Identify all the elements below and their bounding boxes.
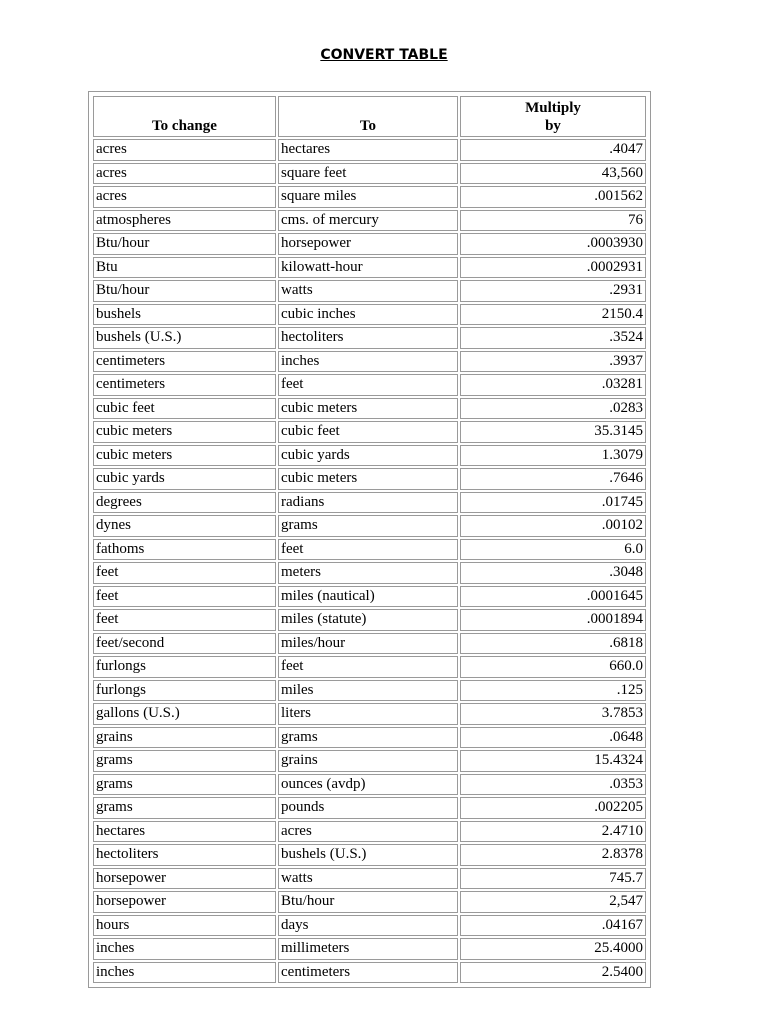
cell-to-change: acres: [93, 139, 276, 161]
cell-multiply-by: .7646: [460, 468, 646, 490]
cell-to: days: [278, 915, 458, 937]
cell-multiply-by: .0001894: [460, 609, 646, 631]
cell-to: cubic yards: [278, 445, 458, 467]
cell-multiply-by: .3937: [460, 351, 646, 373]
table-body: [93, 139, 646, 983]
cell-to-change: centimeters: [93, 351, 276, 373]
table-row: [93, 586, 646, 608]
cell-to: inches: [278, 351, 458, 373]
cell-to: cms. of mercury: [278, 210, 458, 232]
cell-to: grains: [278, 750, 458, 772]
table-row: [93, 609, 646, 631]
cell-to: watts: [278, 868, 458, 890]
table-row: [93, 680, 646, 702]
cell-multiply-by: 15.4324: [460, 750, 646, 772]
cell-to: horsepower: [278, 233, 458, 255]
cell-to-change: furlongs: [93, 656, 276, 678]
table-row: [93, 562, 646, 584]
cell-multiply-by: 2.5400: [460, 962, 646, 984]
cell-to-change: hectoliters: [93, 844, 276, 866]
convert-table-frame: [88, 91, 651, 988]
cell-to: liters: [278, 703, 458, 725]
cell-multiply-by: 2150.4: [460, 304, 646, 326]
column-header-multiply-line1: Multiply: [525, 100, 581, 116]
table-row: [93, 633, 646, 655]
cell-multiply-by: .3048: [460, 562, 646, 584]
table-row: [93, 703, 646, 725]
cell-multiply-by: .2931: [460, 280, 646, 302]
cell-to-change: hours: [93, 915, 276, 937]
table-row: [93, 468, 646, 490]
table-row: [93, 750, 646, 772]
cell-multiply-by: .0648: [460, 727, 646, 749]
table-row: [93, 398, 646, 420]
cell-to-change: degrees: [93, 492, 276, 514]
cell-to-change: feet: [93, 562, 276, 584]
cell-to-change: dynes: [93, 515, 276, 537]
cell-to: bushels (U.S.): [278, 844, 458, 866]
cell-to-change: grains: [93, 727, 276, 749]
column-header-to: To: [278, 96, 458, 137]
cell-to: acres: [278, 821, 458, 843]
cell-to: ounces (avdp): [278, 774, 458, 796]
cell-to: feet: [278, 539, 458, 561]
table-row: [93, 539, 646, 561]
cell-to-change: gallons (U.S.): [93, 703, 276, 725]
cell-multiply-by: 6.0: [460, 539, 646, 561]
cell-multiply-by: 25.4000: [460, 938, 646, 960]
cell-to-change: inches: [93, 938, 276, 960]
cell-multiply-by: .3524: [460, 327, 646, 349]
table-row: [93, 421, 646, 443]
table-row: [93, 962, 646, 984]
cell-multiply-by: 35.3145: [460, 421, 646, 443]
cell-to-change: atmospheres: [93, 210, 276, 232]
table-row: [93, 186, 646, 208]
cell-to-change: hectares: [93, 821, 276, 843]
cell-to: feet: [278, 656, 458, 678]
cell-to-change: cubic meters: [93, 421, 276, 443]
cell-to: meters: [278, 562, 458, 584]
cell-to: miles/hour: [278, 633, 458, 655]
cell-multiply-by: .0353: [460, 774, 646, 796]
cell-multiply-by: 2.4710: [460, 821, 646, 843]
cell-to-change: grams: [93, 774, 276, 796]
cell-to-change: centimeters: [93, 374, 276, 396]
cell-to-change: cubic feet: [93, 398, 276, 420]
cell-multiply-by: 745.7: [460, 868, 646, 890]
cell-to-change: grams: [93, 750, 276, 772]
cell-multiply-by: .04167: [460, 915, 646, 937]
cell-multiply-by: 43,560: [460, 163, 646, 185]
cell-multiply-by: .00102: [460, 515, 646, 537]
cell-to-change: horsepower: [93, 868, 276, 890]
table-row: [93, 891, 646, 913]
table-row: [93, 374, 646, 396]
cell-multiply-by: .125: [460, 680, 646, 702]
cell-to: kilowatt-hour: [278, 257, 458, 279]
table-row: [93, 727, 646, 749]
cell-multiply-by: 2.8378: [460, 844, 646, 866]
table-row: [93, 257, 646, 279]
table-row: [93, 915, 646, 937]
cell-to: grams: [278, 515, 458, 537]
cell-to-change: feet: [93, 609, 276, 631]
cell-to-change: cubic meters: [93, 445, 276, 467]
table-row: [93, 351, 646, 373]
cell-multiply-by: .0002931: [460, 257, 646, 279]
table-row: [93, 163, 646, 185]
convert-table: [91, 94, 648, 985]
cell-to: millimeters: [278, 938, 458, 960]
cell-to-change: Btu/hour: [93, 233, 276, 255]
cell-multiply-by: .0283: [460, 398, 646, 420]
cell-to: grams: [278, 727, 458, 749]
cell-to: miles (nautical): [278, 586, 458, 608]
cell-to: cubic feet: [278, 421, 458, 443]
cell-multiply-by: .0003930: [460, 233, 646, 255]
cell-to: Btu/hour: [278, 891, 458, 913]
table-row: [93, 210, 646, 232]
table-row: [93, 139, 646, 161]
table-row: [93, 821, 646, 843]
cell-to-change: furlongs: [93, 680, 276, 702]
cell-to-change: inches: [93, 962, 276, 984]
table-row: [93, 797, 646, 819]
cell-multiply-by: 3.7853: [460, 703, 646, 725]
cell-to-change: acres: [93, 186, 276, 208]
cell-to-change: Btu/hour: [93, 280, 276, 302]
table-row: [93, 774, 646, 796]
cell-to: hectoliters: [278, 327, 458, 349]
cell-to-change: acres: [93, 163, 276, 185]
cell-to: watts: [278, 280, 458, 302]
cell-to: hectares: [278, 139, 458, 161]
table-row: [93, 492, 646, 514]
table-header-row: [93, 96, 646, 137]
cell-to: cubic meters: [278, 468, 458, 490]
table-row: [93, 280, 646, 302]
column-header-multiply-by: [460, 96, 646, 137]
cell-to-change: cubic yards: [93, 468, 276, 490]
table-row: [93, 515, 646, 537]
cell-multiply-by: .002205: [460, 797, 646, 819]
column-header-to-change: To change: [93, 96, 276, 137]
table-row: [93, 844, 646, 866]
cell-to-change: bushels (U.S.): [93, 327, 276, 349]
cell-to: centimeters: [278, 962, 458, 984]
table-row: [93, 656, 646, 678]
cell-to-change: grams: [93, 797, 276, 819]
cell-multiply-by: 660.0: [460, 656, 646, 678]
cell-to-change: horsepower: [93, 891, 276, 913]
table-row: [93, 445, 646, 467]
cell-to-change: Btu: [93, 257, 276, 279]
column-header-multiply-line2: by: [545, 118, 561, 134]
cell-multiply-by: .01745: [460, 492, 646, 514]
table-row: [93, 938, 646, 960]
table-row: [93, 304, 646, 326]
cell-to-change: feet: [93, 586, 276, 608]
cell-multiply-by: .03281: [460, 374, 646, 396]
cell-multiply-by: .001562: [460, 186, 646, 208]
cell-to: cubic meters: [278, 398, 458, 420]
cell-to: radians: [278, 492, 458, 514]
cell-to: miles: [278, 680, 458, 702]
table-row: [93, 327, 646, 349]
page-title: CONVERT TABLE: [320, 47, 448, 63]
cell-to: square miles: [278, 186, 458, 208]
cell-multiply-by: .0001645: [460, 586, 646, 608]
cell-to: square feet: [278, 163, 458, 185]
cell-to-change: feet/second: [93, 633, 276, 655]
cell-to-change: bushels: [93, 304, 276, 326]
cell-multiply-by: .6818: [460, 633, 646, 655]
cell-to: cubic inches: [278, 304, 458, 326]
cell-to: feet: [278, 374, 458, 396]
table-row: [93, 868, 646, 890]
cell-multiply-by: 1.3079: [460, 445, 646, 467]
cell-to: pounds: [278, 797, 458, 819]
cell-to-change: fathoms: [93, 539, 276, 561]
cell-multiply-by: 76: [460, 210, 646, 232]
cell-to: miles (statute): [278, 609, 458, 631]
cell-multiply-by: .4047: [460, 139, 646, 161]
table-row: [93, 233, 646, 255]
cell-multiply-by: 2,547: [460, 891, 646, 913]
